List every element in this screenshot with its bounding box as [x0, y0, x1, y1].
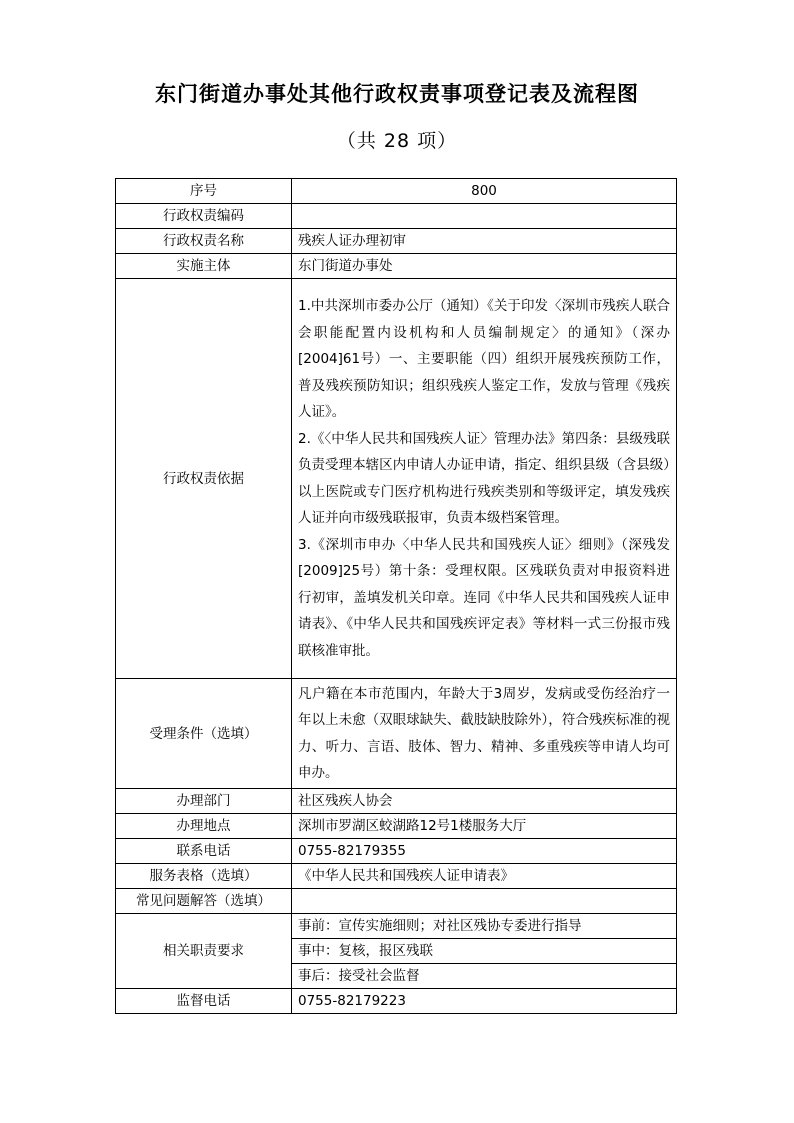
value-location: 深圳市罗湖区蛟湖路12号1楼服务大厅 [292, 814, 677, 839]
label-code: 行政权责编码 [116, 204, 292, 229]
value-name: 残疾人证办理初审 [292, 229, 677, 254]
value-condition [292, 679, 677, 789]
document-title: 东门街道办事处其他行政权责事项登记表及流程图 [155, 82, 639, 106]
label-location: 办理地点 [116, 814, 292, 839]
row-phone [116, 839, 677, 864]
row-faq [116, 889, 677, 914]
row-name [116, 229, 677, 254]
row-department [116, 789, 677, 814]
value-phone: 0755-82179355 [292, 839, 677, 864]
label-name: 行政权责名称 [116, 229, 292, 254]
label-basis: 行政权责依据 [116, 279, 292, 679]
value-basis [292, 279, 677, 679]
label-department: 办理部门 [116, 789, 292, 814]
row-condition [116, 679, 677, 789]
label-subject: 实施主体 [116, 254, 292, 279]
registration-table [115, 178, 677, 1014]
label-condition: 受理条件（选填） [116, 679, 292, 789]
value-seq: 800 [292, 179, 677, 204]
basis-paragraph: 1.中共深圳市委办公厅（通知）《关于印发〈深圳市残疾人联合会职能配置内设机构和人员编制规定〉的通知》（深办[2004]61号）一、主要职能（四）组织开展残疾预防工作，普及残疾预防知识；组织残疾人鉴定工作，发放与管理《残疾人证》。 [298, 298, 670, 420]
duty-item: 事前：宣传实施细则；对社区残协专委进行指导 [292, 914, 677, 939]
label-forms: 服务表格（选填） [116, 864, 292, 889]
row-code [116, 204, 677, 229]
document-subtitle: （共 28 项） [336, 130, 458, 152]
row-forms [116, 864, 677, 889]
value-code [292, 204, 677, 229]
basis-paragraph: 3.《深圳市申办〈中华人民共和国残疾人证〉细则》（深残发[2009]25号）第十条：受理权限。区残联负责对申报资料进行初审，盖填发机关印章。连同《中华人民共和国残疾人证申请表》、《中华人民共和国残疾评定表》等材料一式三份报市残联核准审批。 [298, 536, 670, 659]
value-department: 社区残疾人协会 [292, 789, 677, 814]
row-duties-before [116, 914, 677, 939]
value-supervision: 0755-82179223 [292, 989, 677, 1014]
value-forms: 《中华人民共和国残疾人证申请表》 [292, 864, 677, 889]
value-faq [292, 889, 677, 914]
value-subject: 东门街道办事处 [292, 254, 677, 279]
label-faq: 常见问题解答（选填） [116, 889, 292, 914]
label-duties: 相关职责要求 [116, 914, 292, 989]
row-location [116, 814, 677, 839]
duty-item: 事后：接受社会监督 [292, 964, 677, 989]
row-basis [116, 279, 677, 679]
row-seq [116, 179, 677, 204]
label-seq: 序号 [116, 179, 292, 204]
row-subject [116, 254, 677, 279]
basis-paragraph: 2.《〈中华人民共和国残疾人证〉管理办法》第四条：县级残联负责受理本辖区内申请人办证申请，指定、组织县级（含县级）以上医院或专门医疗机构进行残疾类别和等级评定，填发残疾人证并向市级残联报审，负责本级档案管理。 [298, 430, 670, 526]
row-supervision [116, 989, 677, 1014]
label-supervision: 监督电话 [116, 989, 292, 1014]
condition-text: 凡户籍在本市范围内，年龄大于3周岁，发病或受伤经治疗一年以上未愈（双眼球缺失、截肢缺肢除外），符合残疾标准的视力、听力、言语、肢体、智力、精神、多重残疾等申请人均可申办。 [298, 685, 670, 781]
label-phone: 联系电话 [116, 839, 292, 864]
duty-item: 事中：复核，报区残联 [292, 939, 677, 964]
